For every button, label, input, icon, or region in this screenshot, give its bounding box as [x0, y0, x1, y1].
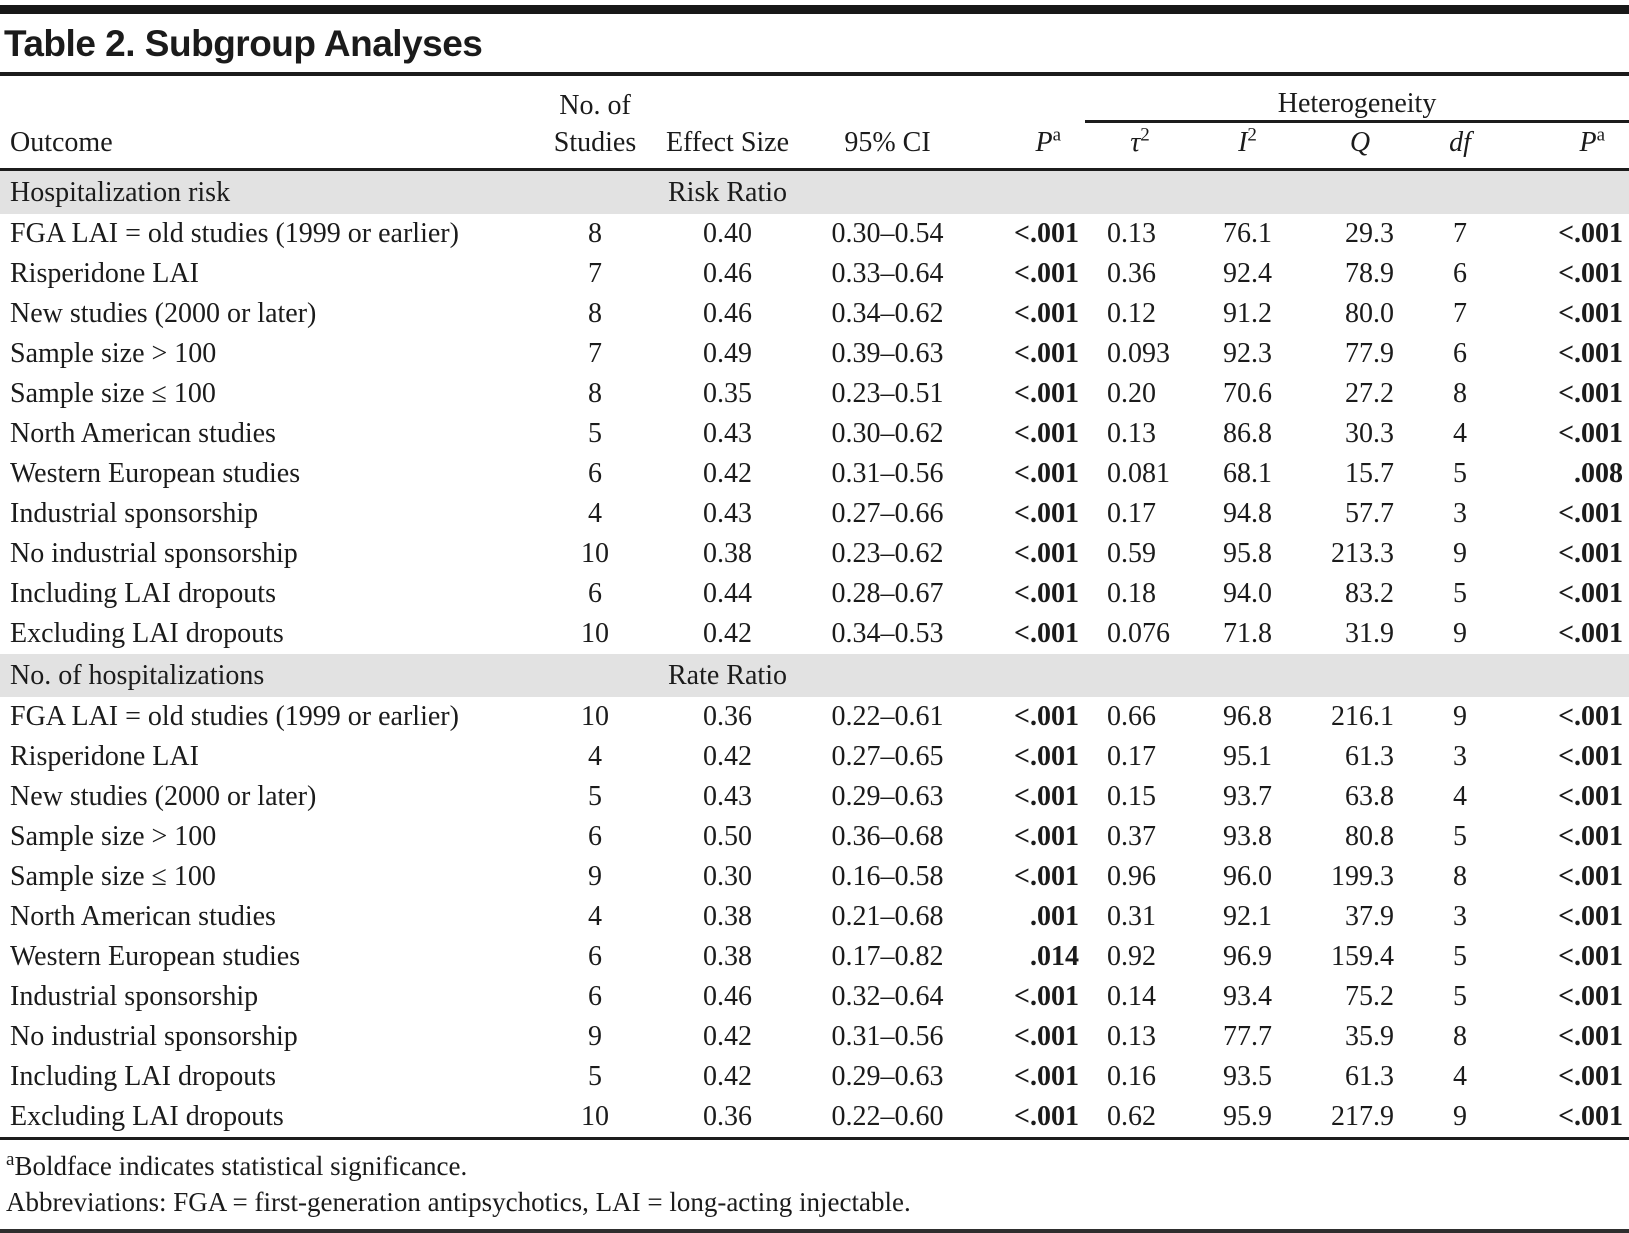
cell-heterogeneity-p-value: <.001 — [1558, 1061, 1624, 1092]
cell-outcome: Sample size > 100 — [10, 338, 217, 369]
cell-p-value: <.001 — [1014, 1021, 1079, 1052]
section-label: No. of hospitalizations — [0, 654, 650, 697]
cell-95ci: 0.31–0.56 — [831, 458, 944, 489]
header-spacer — [0, 76, 540, 122]
cell-no-of-studies: 10 — [581, 701, 609, 732]
cell-effect-size: 0.42 — [703, 1021, 752, 1052]
cell-q-statistic: 80.0 — [1345, 298, 1394, 329]
cell-q-statistic: 29.3 — [1345, 218, 1394, 249]
cell-q-statistic: 15.7 — [1345, 458, 1394, 489]
cell-tau-squared: 0.076 — [1107, 618, 1170, 649]
table-row — [0, 414, 1629, 454]
cell-heterogeneity-p-value: <.001 — [1558, 578, 1624, 609]
cell-df: 5 — [1453, 458, 1467, 489]
cell-95ci: 0.34–0.62 — [831, 298, 944, 329]
cell-no-of-studies: 6 — [588, 941, 602, 972]
cell-effect-size: 0.38 — [703, 538, 752, 569]
header-effect-size: Effect Size — [650, 122, 805, 170]
cell-tau-squared: 0.13 — [1107, 218, 1156, 249]
tau-superscript-2: 2 — [1140, 124, 1150, 146]
cell-p-value: <.001 — [1014, 821, 1079, 852]
cell-effect-size: 0.36 — [650, 1097, 805, 1139]
cell-q-statistic: 27.2 — [1345, 378, 1394, 409]
table-row — [0, 897, 1629, 937]
cell-outcome: Sample size ≤ 100 — [10, 378, 216, 409]
cell-95ci: 0.22–0.60 — [805, 1097, 970, 1139]
cell-outcome: Sample size > 100 — [10, 821, 217, 852]
cell-p-value: <.001 — [1014, 538, 1079, 569]
cell-heterogeneity-p-value: <.001 — [1558, 941, 1624, 972]
cell-outcome: North American studies — [10, 901, 276, 932]
cell-heterogeneity-p-value: <.001 — [1558, 781, 1624, 812]
cell-tau-squared: 0.12 — [1107, 298, 1156, 329]
header-spacer — [805, 76, 970, 122]
footnote-significance — [6, 1148, 1629, 1184]
cell-i-squared: 92.1 — [1223, 901, 1272, 932]
cell-95ci: 0.23–0.62 — [831, 538, 944, 569]
cell-effect-size: 0.43 — [703, 418, 752, 449]
cell-df: 4 — [1453, 418, 1467, 449]
header-heterogeneity-p-value — [1500, 122, 1629, 170]
cell-heterogeneity-p-value: <.001 — [1558, 741, 1624, 772]
cell-tau-squared: 0.92 — [1107, 941, 1156, 972]
q-symbol: Q — [1349, 127, 1371, 158]
cell-p-value: <.001 — [1014, 741, 1079, 772]
cell-outcome: Including LAI dropouts — [10, 578, 276, 609]
cell-heterogeneity-p-value: <.001 — [1558, 418, 1624, 449]
cell-tau-squared: 0.18 — [1107, 578, 1156, 609]
cell-q-statistic: 213.3 — [1331, 538, 1394, 569]
cell-heterogeneity-p-value: <.001 — [1558, 338, 1624, 369]
i-symbol: I — [1238, 127, 1248, 158]
cell-q-statistic: 63.8 — [1345, 781, 1394, 812]
cell-95ci: 0.32–0.64 — [831, 981, 944, 1012]
footnotes — [0, 1140, 1629, 1220]
cell-tau-squared: 0.17 — [1107, 741, 1156, 772]
cell-q-statistic: 61.3 — [1345, 1061, 1394, 1092]
cell-effect-size: 0.30 — [703, 861, 752, 892]
cell-no-of-studies: 6 — [588, 458, 602, 489]
cell-i-squared: 93.7 — [1223, 781, 1272, 812]
cell-tau-squared: 0.31 — [1107, 901, 1156, 932]
table-row — [0, 737, 1629, 777]
cell-heterogeneity-p-value: <.001 — [1558, 821, 1624, 852]
cell-q-statistic: 30.3 — [1345, 418, 1394, 449]
cell-q-statistic: 31.9 — [1345, 618, 1394, 649]
cell-df: 3 — [1453, 498, 1467, 529]
cell-df: 9 — [1453, 701, 1467, 732]
header-q-statistic — [1300, 122, 1420, 170]
cell-df: 7 — [1453, 218, 1467, 249]
subgroup-analyses-table — [0, 76, 1629, 1140]
table-row — [0, 374, 1629, 414]
bottom-rule — [0, 1229, 1629, 1233]
cell-outcome: No industrial sponsorship — [10, 538, 298, 569]
cell-95ci: 0.33–0.64 — [831, 258, 944, 289]
cell-df: 6 — [1453, 258, 1467, 289]
cell-outcome: FGA LAI = old studies (1999 or earlier) — [10, 701, 459, 732]
cell-no-of-studies: 6 — [588, 578, 602, 609]
cell-effect-size: 0.38 — [703, 941, 752, 972]
section-filler — [805, 654, 1629, 697]
header-p-value — [970, 122, 1085, 170]
cell-no-of-studies: 10 — [581, 618, 609, 649]
cell-p-value: <.001 — [1014, 458, 1079, 489]
table-row — [0, 777, 1629, 817]
cell-tau-squared: 0.15 — [1107, 781, 1156, 812]
header-outcome: Outcome — [0, 122, 540, 170]
cell-p-value: <.001 — [1014, 258, 1079, 289]
cell-outcome: Including LAI dropouts — [10, 1061, 276, 1092]
cell-p-value: <.001 — [1014, 378, 1079, 409]
tau-symbol: τ — [1130, 127, 1141, 158]
cell-outcome: New studies (2000 or later) — [10, 298, 317, 329]
cell-heterogeneity-p-value: <.001 — [1558, 298, 1624, 329]
cell-i-squared: 76.1 — [1223, 218, 1272, 249]
cell-heterogeneity-p-value: <.001 — [1558, 701, 1624, 732]
cell-tau-squared: 0.16 — [1107, 1061, 1156, 1092]
cell-heterogeneity-p-value: .008 — [1574, 458, 1624, 489]
table-row — [0, 1017, 1629, 1057]
cell-heterogeneity-p-value: <.001 — [1558, 981, 1624, 1012]
cell-effect-size: 0.42 — [703, 1061, 752, 1092]
header-no-of: No. of — [559, 89, 631, 121]
cell-95ci: 0.28–0.67 — [831, 578, 944, 609]
cell-i-squared: 95.1 — [1223, 741, 1272, 772]
cell-p-value: <.001 — [1014, 578, 1079, 609]
cell-no-of-studies: 6 — [588, 981, 602, 1012]
cell-p-value: <.001 — [1014, 498, 1079, 529]
table-row — [0, 494, 1629, 534]
cell-effect-size: 0.38 — [703, 901, 752, 932]
cell-q-statistic: 199.3 — [1331, 861, 1394, 892]
cell-i-squared: 92.3 — [1223, 338, 1272, 369]
cell-tau-squared: 0.093 — [1107, 338, 1170, 369]
cell-i-squared: 93.5 — [1223, 1061, 1272, 1092]
cell-95ci: 0.34–0.53 — [831, 618, 944, 649]
cell-outcome: Sample size ≤ 100 — [10, 861, 216, 892]
cell-outcome: Excluding LAI dropouts — [0, 1097, 540, 1139]
cell-heterogeneity-p-value: <.001 — [1558, 258, 1624, 289]
table-row — [0, 977, 1629, 1017]
cell-heterogeneity-p-value: <.001 — [1558, 378, 1624, 409]
cell-outcome: Western European studies — [10, 458, 301, 489]
cell-i-squared: 86.8 — [1223, 418, 1272, 449]
footnote-abbreviations: Abbreviations: FGA = first-generation antipsychotics, LAI = long-acting injectable. — [6, 1187, 911, 1217]
cell-no-of-studies: 10 — [581, 538, 609, 569]
cell-p-value: .014 — [1030, 941, 1079, 972]
header-95ci: 95% CI — [805, 122, 970, 170]
cell-tau-squared: 0.59 — [1107, 538, 1156, 569]
cell-effect-size: 0.46 — [703, 298, 752, 329]
cell-df: 5 — [1453, 981, 1467, 1012]
df-symbol: df — [1449, 127, 1471, 158]
cell-q-statistic: 78.9 — [1345, 258, 1394, 289]
cell-95ci: 0.30–0.54 — [831, 218, 944, 249]
cell-outcome: No industrial sponsorship — [10, 1021, 298, 1052]
cell-p-value: <.001 — [1014, 418, 1079, 449]
cell-effect-size: 0.42 — [703, 458, 752, 489]
cell-i-squared: 95.8 — [1223, 538, 1272, 569]
table-row — [0, 697, 1629, 737]
cell-p-value: <.001 — [1014, 218, 1079, 249]
header-studies: Studies — [540, 122, 650, 170]
section-header-row — [0, 654, 1629, 697]
cell-q-statistic: 83.2 — [1345, 578, 1394, 609]
cell-no-of-studies: 5 — [588, 418, 602, 449]
cell-heterogeneity-p-value: <.001 — [1558, 1021, 1624, 1052]
cell-i-squared: 93.4 — [1223, 981, 1272, 1012]
table-header — [0, 76, 1629, 170]
table-row — [0, 294, 1629, 334]
cell-i-squared: 94.8 — [1223, 498, 1272, 529]
cell-i-squared: 96.8 — [1223, 701, 1272, 732]
p-symbol: P — [1035, 127, 1053, 158]
header-row-top — [0, 76, 1629, 122]
cell-p-value: <.001 — [1014, 1061, 1079, 1092]
cell-df: 8 — [1453, 378, 1467, 409]
footnote-significance-text: Boldface indicates statistical significance. — [14, 1151, 468, 1181]
section-filler — [805, 170, 1629, 215]
cell-no-of-studies: 4 — [588, 498, 602, 529]
cell-df: 7 — [1453, 298, 1467, 329]
cell-tau-squared: 0.081 — [1107, 458, 1170, 489]
header-tau-squared — [1085, 122, 1195, 170]
footnote-marker: a — [6, 1149, 15, 1170]
table-row — [0, 614, 1629, 654]
table-row — [0, 937, 1629, 977]
cell-95ci: 0.30–0.62 — [831, 418, 944, 449]
cell-tau-squared: 0.14 — [1107, 981, 1156, 1012]
cell-outcome: Risperidone LAI — [10, 258, 199, 289]
cell-heterogeneity-p-value: <.001 — [1558, 498, 1624, 529]
cell-95ci: 0.39–0.63 — [831, 338, 944, 369]
cell-tau-squared: 0.13 — [1107, 418, 1156, 449]
cell-heterogeneity-p-value: <.001 — [1558, 218, 1624, 249]
cell-95ci: 0.27–0.65 — [831, 741, 944, 772]
cell-outcome: North American studies — [10, 418, 276, 449]
cell-df: 3 — [1453, 741, 1467, 772]
cell-95ci: 0.21–0.68 — [831, 901, 944, 932]
cell-effect-size: 0.42 — [703, 618, 752, 649]
cell-95ci: 0.27–0.66 — [831, 498, 944, 529]
cell-no-of-studies: 10 — [540, 1097, 650, 1139]
cell-no-of-studies: 7 — [588, 258, 602, 289]
cell-p-value: <.001 — [1014, 618, 1079, 649]
cell-heterogeneity-p-value: <.001 — [1558, 861, 1624, 892]
cell-i-squared: 91.2 — [1223, 298, 1272, 329]
cell-effect-size: 0.44 — [703, 578, 752, 609]
cell-q-statistic: 216.1 — [1331, 701, 1394, 732]
cell-i-squared: 71.8 — [1223, 618, 1272, 649]
cell-effect-size: 0.46 — [703, 981, 752, 1012]
cell-df: 4 — [1453, 781, 1467, 812]
p-symbol: P — [1579, 127, 1597, 158]
table-row — [0, 454, 1629, 494]
cell-no-of-studies: 5 — [588, 781, 602, 812]
cell-tau-squared: 0.96 — [1107, 861, 1156, 892]
cell-effect-size: 0.36 — [703, 701, 752, 732]
cell-df: 5 — [1453, 821, 1467, 852]
section-effect-type: Risk Ratio — [650, 170, 805, 215]
cell-q-statistic: 35.9 — [1345, 1021, 1394, 1052]
cell-i-squared: 68.1 — [1223, 458, 1272, 489]
p-superscript-a: a — [1052, 124, 1061, 146]
cell-95ci: 0.31–0.56 — [831, 1021, 944, 1052]
cell-tau-squared: 0.20 — [1107, 378, 1156, 409]
header-i-squared — [1195, 122, 1300, 170]
table-row — [0, 214, 1629, 254]
cell-df: 3 — [1453, 901, 1467, 932]
table-body — [0, 170, 1629, 1139]
cell-i-squared: 95.9 — [1195, 1097, 1300, 1139]
cell-effect-size: 0.46 — [703, 258, 752, 289]
header-df — [1420, 122, 1500, 170]
cell-no-of-studies: 8 — [588, 378, 602, 409]
table-row — [0, 534, 1629, 574]
cell-tau-squared: 0.13 — [1107, 1021, 1156, 1052]
cell-df: 8 — [1453, 861, 1467, 892]
cell-95ci: 0.16–0.58 — [831, 861, 944, 892]
header-row-main — [0, 122, 1629, 170]
cell-df: 4 — [1453, 1061, 1467, 1092]
cell-no-of-studies: 6 — [588, 821, 602, 852]
section-effect-type: Rate Ratio — [650, 654, 805, 697]
cell-tau-squared: 0.66 — [1107, 701, 1156, 732]
cell-p-value: .001 — [1030, 901, 1079, 932]
cell-effect-size: 0.40 — [703, 218, 752, 249]
cell-outcome: New studies (2000 or later) — [10, 781, 317, 812]
table-row — [0, 254, 1629, 294]
cell-q-statistic: 77.9 — [1345, 338, 1394, 369]
cell-no-of-studies: 4 — [588, 741, 602, 772]
cell-p-value: <.001 — [1014, 981, 1079, 1012]
cell-df: 5 — [1453, 941, 1467, 972]
cell-q-statistic: 159.4 — [1331, 941, 1394, 972]
table-title: Table 2. Subgroup Analyses — [0, 14, 1629, 76]
cell-95ci: 0.23–0.51 — [831, 378, 944, 409]
cell-95ci: 0.17–0.82 — [831, 941, 944, 972]
cell-df: 6 — [1453, 338, 1467, 369]
cell-i-squared: 96.0 — [1223, 861, 1272, 892]
cell-p-value: <.001 — [1014, 781, 1079, 812]
cell-q-statistic: 217.9 — [1300, 1097, 1420, 1139]
cell-outcome: Excluding LAI dropouts — [10, 618, 284, 649]
cell-no-of-studies: 9 — [588, 861, 602, 892]
table-row — [0, 574, 1629, 614]
cell-tau-squared: 0.62 — [1085, 1097, 1195, 1139]
cell-tau-squared: 0.17 — [1107, 498, 1156, 529]
cell-q-statistic: 57.7 — [1345, 498, 1394, 529]
table-row — [0, 1057, 1629, 1097]
cell-i-squared: 70.6 — [1223, 378, 1272, 409]
cell-no-of-studies: 5 — [588, 1061, 602, 1092]
cell-q-statistic: 80.8 — [1345, 821, 1394, 852]
cell-no-of-studies: 9 — [588, 1021, 602, 1052]
cell-95ci: 0.29–0.63 — [831, 1061, 944, 1092]
cell-df: 5 — [1453, 578, 1467, 609]
cell-outcome: Western European studies — [10, 941, 301, 972]
cell-p-value: <.001 — [1014, 701, 1079, 732]
cell-p-value: <.001 — [970, 1097, 1085, 1139]
cell-outcome: FGA LAI = old studies (1999 or earlier) — [10, 218, 459, 249]
cell-df: 9 — [1420, 1097, 1500, 1139]
cell-95ci: 0.29–0.63 — [831, 781, 944, 812]
header-spacer — [970, 76, 1085, 122]
cell-outcome: Risperidone LAI — [10, 741, 199, 772]
header-spacer — [650, 76, 805, 122]
header-heterogeneity: Heterogeneity — [1085, 76, 1629, 122]
cell-effect-size: 0.35 — [703, 378, 752, 409]
cell-tau-squared: 0.37 — [1107, 821, 1156, 852]
table-row — [0, 334, 1629, 374]
cell-i-squared: 77.7 — [1223, 1021, 1272, 1052]
i-superscript-2: 2 — [1247, 124, 1257, 146]
cell-df: 9 — [1453, 618, 1467, 649]
cell-heterogeneity-p-value: <.001 — [1558, 618, 1624, 649]
cell-effect-size: 0.42 — [703, 741, 752, 772]
cell-q-statistic: 37.9 — [1345, 901, 1394, 932]
cell-i-squared: 94.0 — [1223, 578, 1272, 609]
cell-p-value: <.001 — [1014, 338, 1079, 369]
cell-i-squared: 96.9 — [1223, 941, 1272, 972]
cell-no-of-studies: 8 — [588, 298, 602, 329]
cell-tau-squared: 0.36 — [1107, 258, 1156, 289]
cell-df: 8 — [1453, 1021, 1467, 1052]
cell-i-squared: 93.8 — [1223, 821, 1272, 852]
top-rule — [0, 5, 1629, 14]
cell-effect-size: 0.49 — [703, 338, 752, 369]
cell-q-statistic: 75.2 — [1345, 981, 1394, 1012]
cell-effect-size: 0.43 — [703, 498, 752, 529]
cell-heterogeneity-p-value: <.001 — [1558, 901, 1624, 932]
section-label: Hospitalization risk — [0, 170, 650, 215]
cell-outcome: Industrial sponsorship — [10, 498, 259, 529]
cell-no-of-studies: 7 — [588, 338, 602, 369]
table-row — [0, 857, 1629, 897]
cell-95ci: 0.22–0.61 — [831, 701, 944, 732]
cell-i-squared: 92.4 — [1223, 258, 1272, 289]
cell-heterogeneity-p-value: <.001 — [1558, 538, 1624, 569]
p-superscript-a: a — [1596, 124, 1606, 146]
cell-p-value: <.001 — [1014, 861, 1079, 892]
cell-heterogeneity-p-value: <.001 — [1500, 1097, 1629, 1139]
cell-no-of-studies: 8 — [588, 218, 602, 249]
table-row — [0, 817, 1629, 857]
table-row — [0, 1097, 1629, 1139]
cell-q-statistic: 61.3 — [1345, 741, 1394, 772]
cell-effect-size: 0.50 — [703, 821, 752, 852]
cell-no-of-studies: 4 — [588, 901, 602, 932]
cell-effect-size: 0.43 — [703, 781, 752, 812]
cell-outcome: Industrial sponsorship — [10, 981, 259, 1012]
section-header-row — [0, 170, 1629, 215]
cell-p-value: <.001 — [1014, 298, 1079, 329]
cell-95ci: 0.36–0.68 — [831, 821, 944, 852]
cell-df: 9 — [1453, 538, 1467, 569]
